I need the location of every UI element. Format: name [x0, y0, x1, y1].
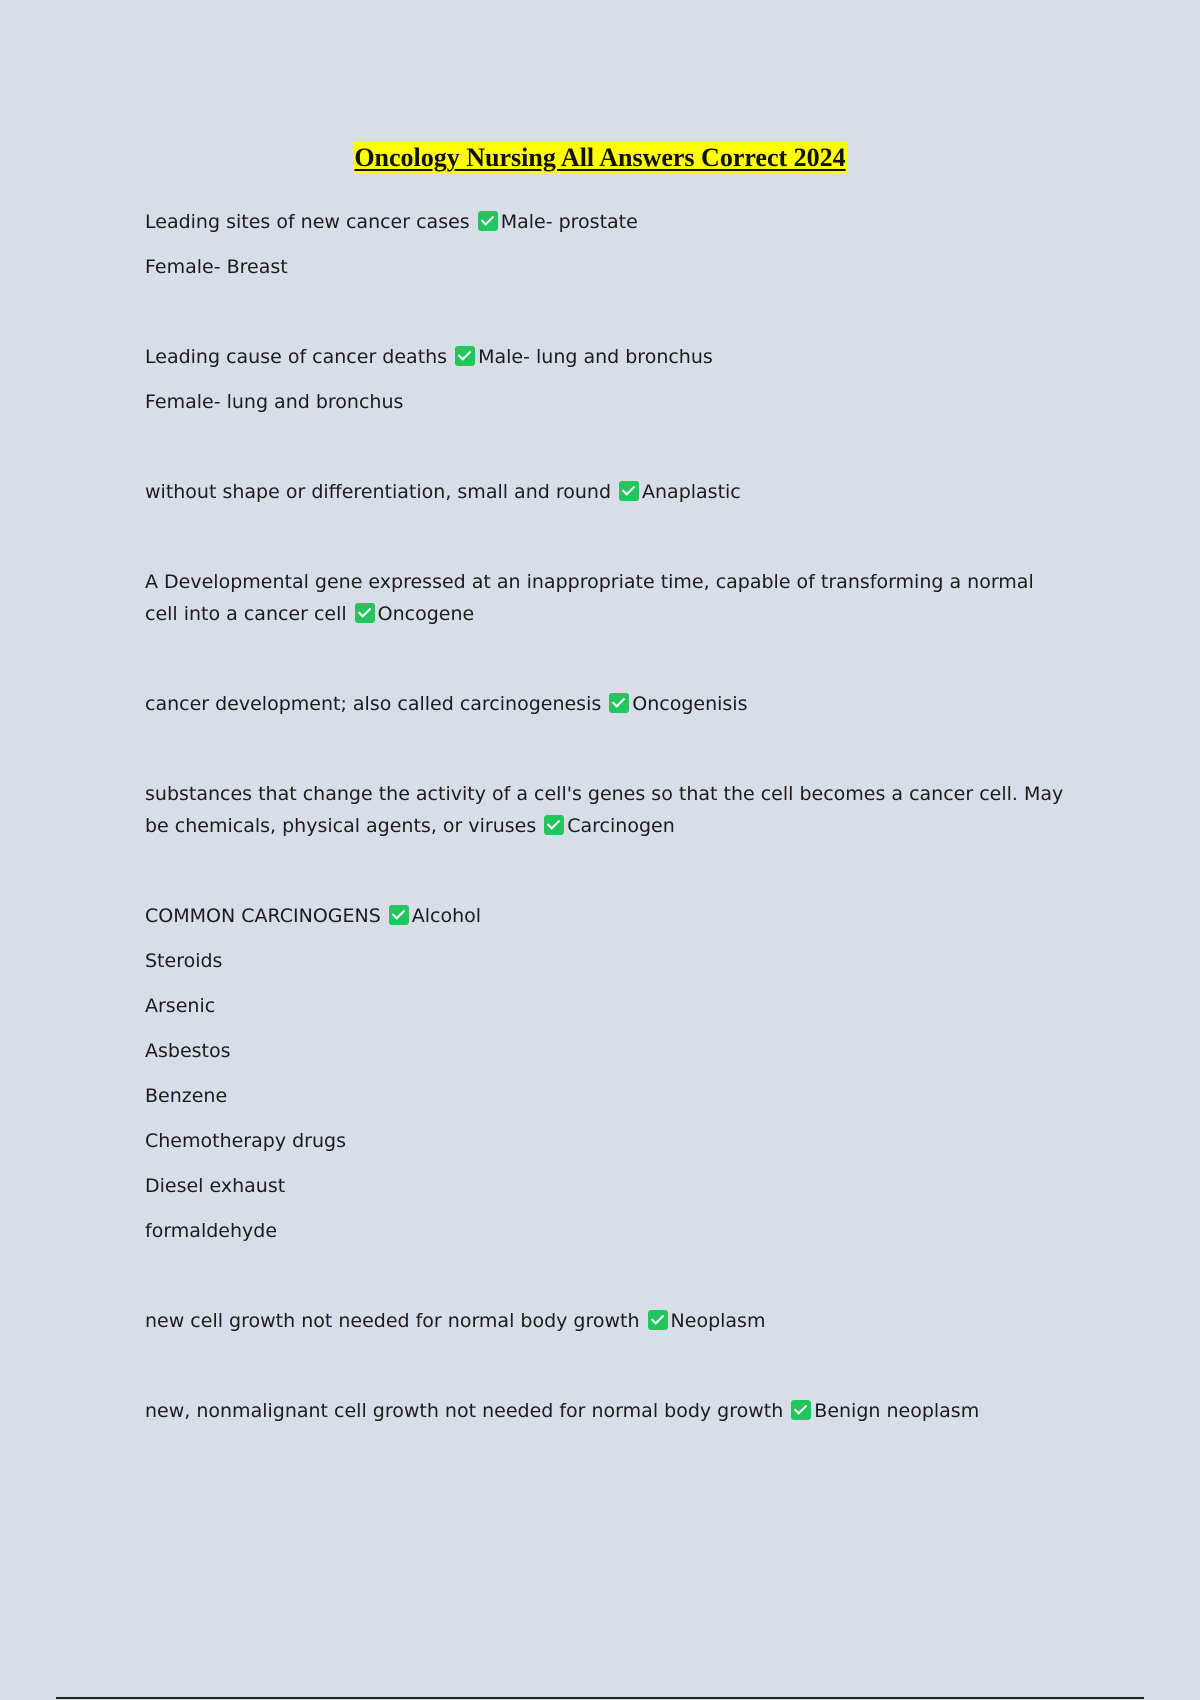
- qa-line: [145, 900, 1065, 932]
- answer-extra-line: Benzene: [145, 1085, 228, 1107]
- answer-extra-line: Steroids: [145, 950, 223, 972]
- answer-extra-line: Female- Breast: [145, 256, 288, 278]
- answer-extra-line: Female- lung and bronchus: [145, 391, 404, 413]
- question-text: without shape or differentiation, small and round: [145, 481, 612, 503]
- qa-line: [145, 566, 1065, 630]
- answer-extra-line: Chemotherapy drugs: [145, 1130, 346, 1152]
- question-text: new cell growth not needed for normal body growth: [145, 1310, 640, 1332]
- qa-item: [145, 778, 1065, 842]
- qa-line: [145, 778, 1065, 842]
- answer-extra-line: Asbestos: [145, 1040, 231, 1062]
- question-text: cancer development; also called carcinogenesis: [145, 693, 602, 715]
- answer-text: Male- prostate: [500, 211, 638, 233]
- question-text: COMMON CARCINOGENS: [145, 905, 381, 927]
- check-mark-icon: [791, 1400, 811, 1420]
- footer-divider: [56, 1697, 1144, 1699]
- qa-line: [145, 1305, 1065, 1337]
- answer-text: Oncogene: [377, 603, 475, 625]
- answer-text: Carcinogen: [567, 815, 675, 837]
- answer-text: Anaplastic: [642, 481, 741, 503]
- answer-text: Oncogenisis: [632, 693, 748, 715]
- document-title: Oncology Nursing All Answers Correct 2024: [354, 143, 846, 172]
- check-mark-icon: [355, 603, 375, 623]
- qa-item: [145, 1395, 1065, 1427]
- qa-item: [145, 1305, 1065, 1337]
- check-mark-icon: [609, 693, 629, 713]
- check-mark-icon: [389, 905, 409, 925]
- answer-extra-line: formaldehyde: [145, 1220, 278, 1242]
- question-text: substances that change the activity of a cell's genes so that the cell becomes a cancer cell. May be chemicals, physical agents, or viruses: [145, 783, 1064, 837]
- answer-text: Alcohol: [411, 905, 482, 927]
- qa-item: [145, 688, 1065, 720]
- qa-line: [145, 341, 1065, 373]
- qa-line: [145, 688, 1065, 720]
- check-mark-icon: [478, 211, 498, 231]
- title-container: [0, 142, 1200, 174]
- qa-list: [145, 206, 1065, 1485]
- qa-item: [145, 900, 1065, 1247]
- check-mark-icon: [455, 346, 475, 366]
- question-text: new, nonmalignant cell growth not needed for normal body growth: [145, 1400, 784, 1422]
- question-text: Leading cause of cancer deaths: [145, 346, 448, 368]
- qa-item: [145, 476, 1065, 508]
- answer-text: Male- lung and bronchus: [478, 346, 713, 368]
- question-text: A Developmental gene expressed at an inappropriate time, capable of transforming a normal cell into a cancer cell: [145, 571, 1034, 625]
- answer-text: Benign neoplasm: [814, 1400, 980, 1422]
- qa-item: [145, 206, 1065, 283]
- answer-text: Neoplasm: [670, 1310, 766, 1332]
- check-mark-icon: [544, 815, 564, 835]
- answer-extra-line: Arsenic: [145, 995, 216, 1017]
- qa-line: [145, 476, 1065, 508]
- qa-line: [145, 1395, 1065, 1427]
- answer-extra-line: Diesel exhaust: [145, 1175, 286, 1197]
- question-text: Leading sites of new cancer cases: [145, 211, 470, 233]
- qa-item: [145, 566, 1065, 630]
- check-mark-icon: [619, 481, 639, 501]
- check-mark-icon: [648, 1310, 668, 1330]
- qa-line: [145, 206, 1065, 238]
- qa-item: [145, 341, 1065, 418]
